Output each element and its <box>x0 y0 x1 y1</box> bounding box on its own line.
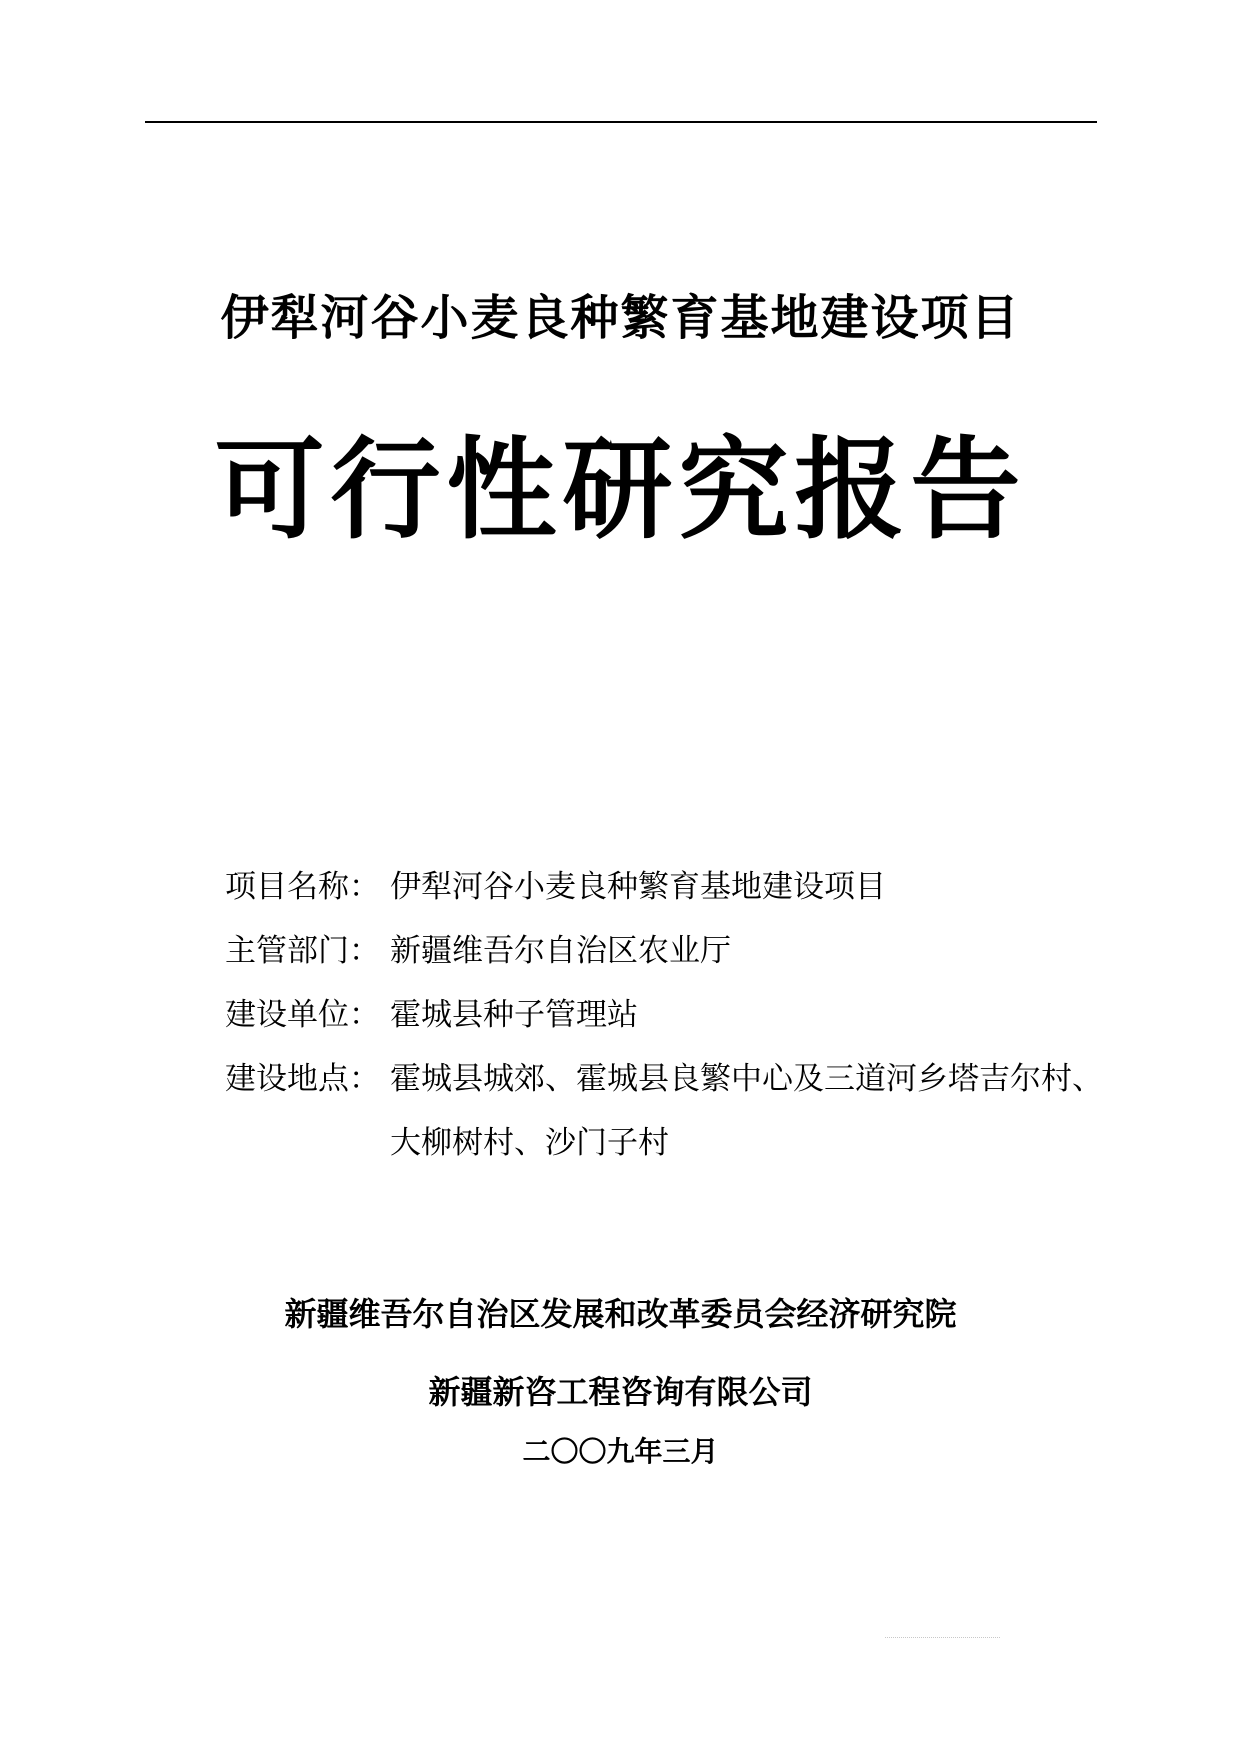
info-value: 新疆维吾尔自治区农业厅 <box>390 933 731 969</box>
info-label: 建设地点： <box>225 1061 380 1097</box>
info-label: 建设单位： <box>225 997 380 1033</box>
info-value: 霍城县城郊、霍城县良繁中心及三道河乡塔吉尔村、大柳树村、沙门子村 <box>390 1061 1103 1161</box>
info-label: 项目名称： <box>225 869 380 905</box>
info-value: 伊犁河谷小麦良种繁育基地建设项目 <box>390 869 886 905</box>
info-row-builder <box>225 983 1105 1047</box>
organization-name: 新疆新咨工程咨询有限公司 <box>428 1373 813 1411</box>
info-label: 主管部门： <box>225 933 380 969</box>
footer-mark <box>885 1637 1000 1638</box>
report-title: 可行性研究报告 <box>214 426 1027 554</box>
info-value: 霍城县种子管理站 <box>390 997 638 1033</box>
header-rule <box>145 121 1097 123</box>
project-title: 伊犁河谷小麦良种繁育基地建设项目 <box>220 290 1021 346</box>
project-info <box>225 855 1105 1175</box>
info-row-project-name <box>225 855 1105 919</box>
info-row-department <box>225 919 1105 983</box>
report-date: 二〇〇九年三月 <box>522 1435 719 1468</box>
organization-name: 新疆维吾尔自治区发展和改革委员会经济研究院 <box>284 1295 957 1333</box>
info-row-location <box>225 1047 1105 1175</box>
